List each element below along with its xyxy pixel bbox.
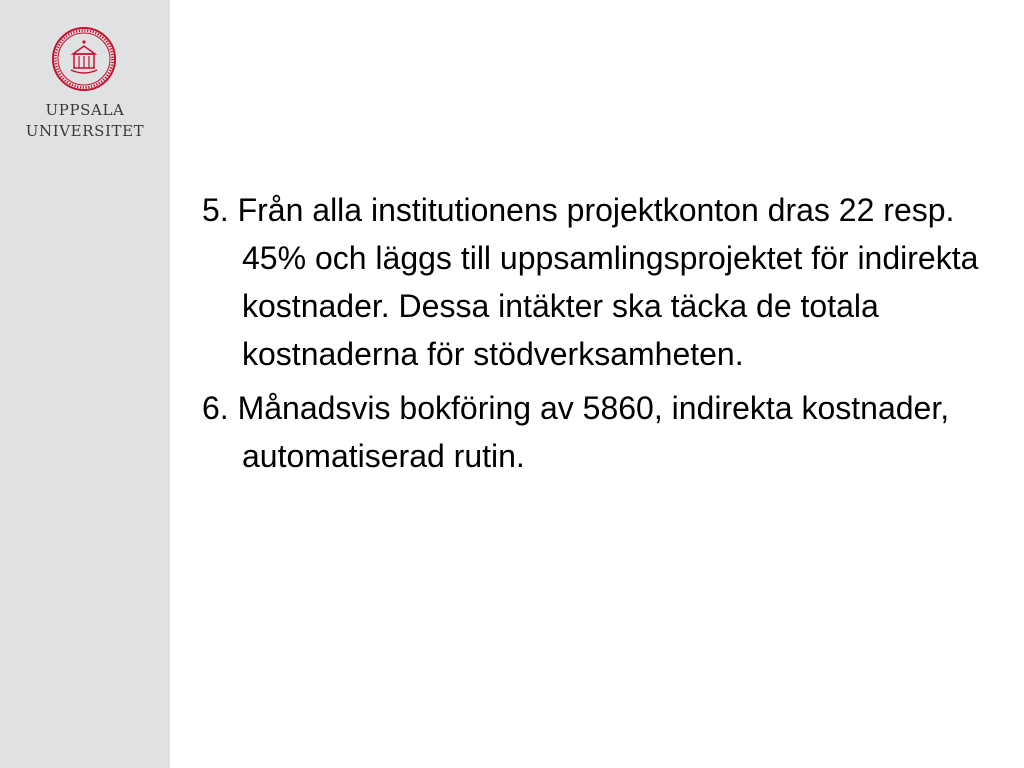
sidebar (0, 0, 170, 768)
slide-content (202, 186, 992, 486)
logo-text-line2: UNIVERSITET (25, 122, 145, 140)
logo-text-line1: UPPSALA (45, 101, 125, 119)
list-item: 6. Månadsvis bokföring av 5860, indirekta kostnader, automatiserad rutin. (202, 390, 950, 474)
university-seal-icon (51, 26, 117, 92)
list-item: 5. Från alla institutionens projektkonton dras 22 resp. 45% och läggs till uppsamlingsprojektet för indirekta kostnader. Dessa intäkter ska täcka de totala kostnaderna för stödverksamheten. (202, 192, 979, 372)
